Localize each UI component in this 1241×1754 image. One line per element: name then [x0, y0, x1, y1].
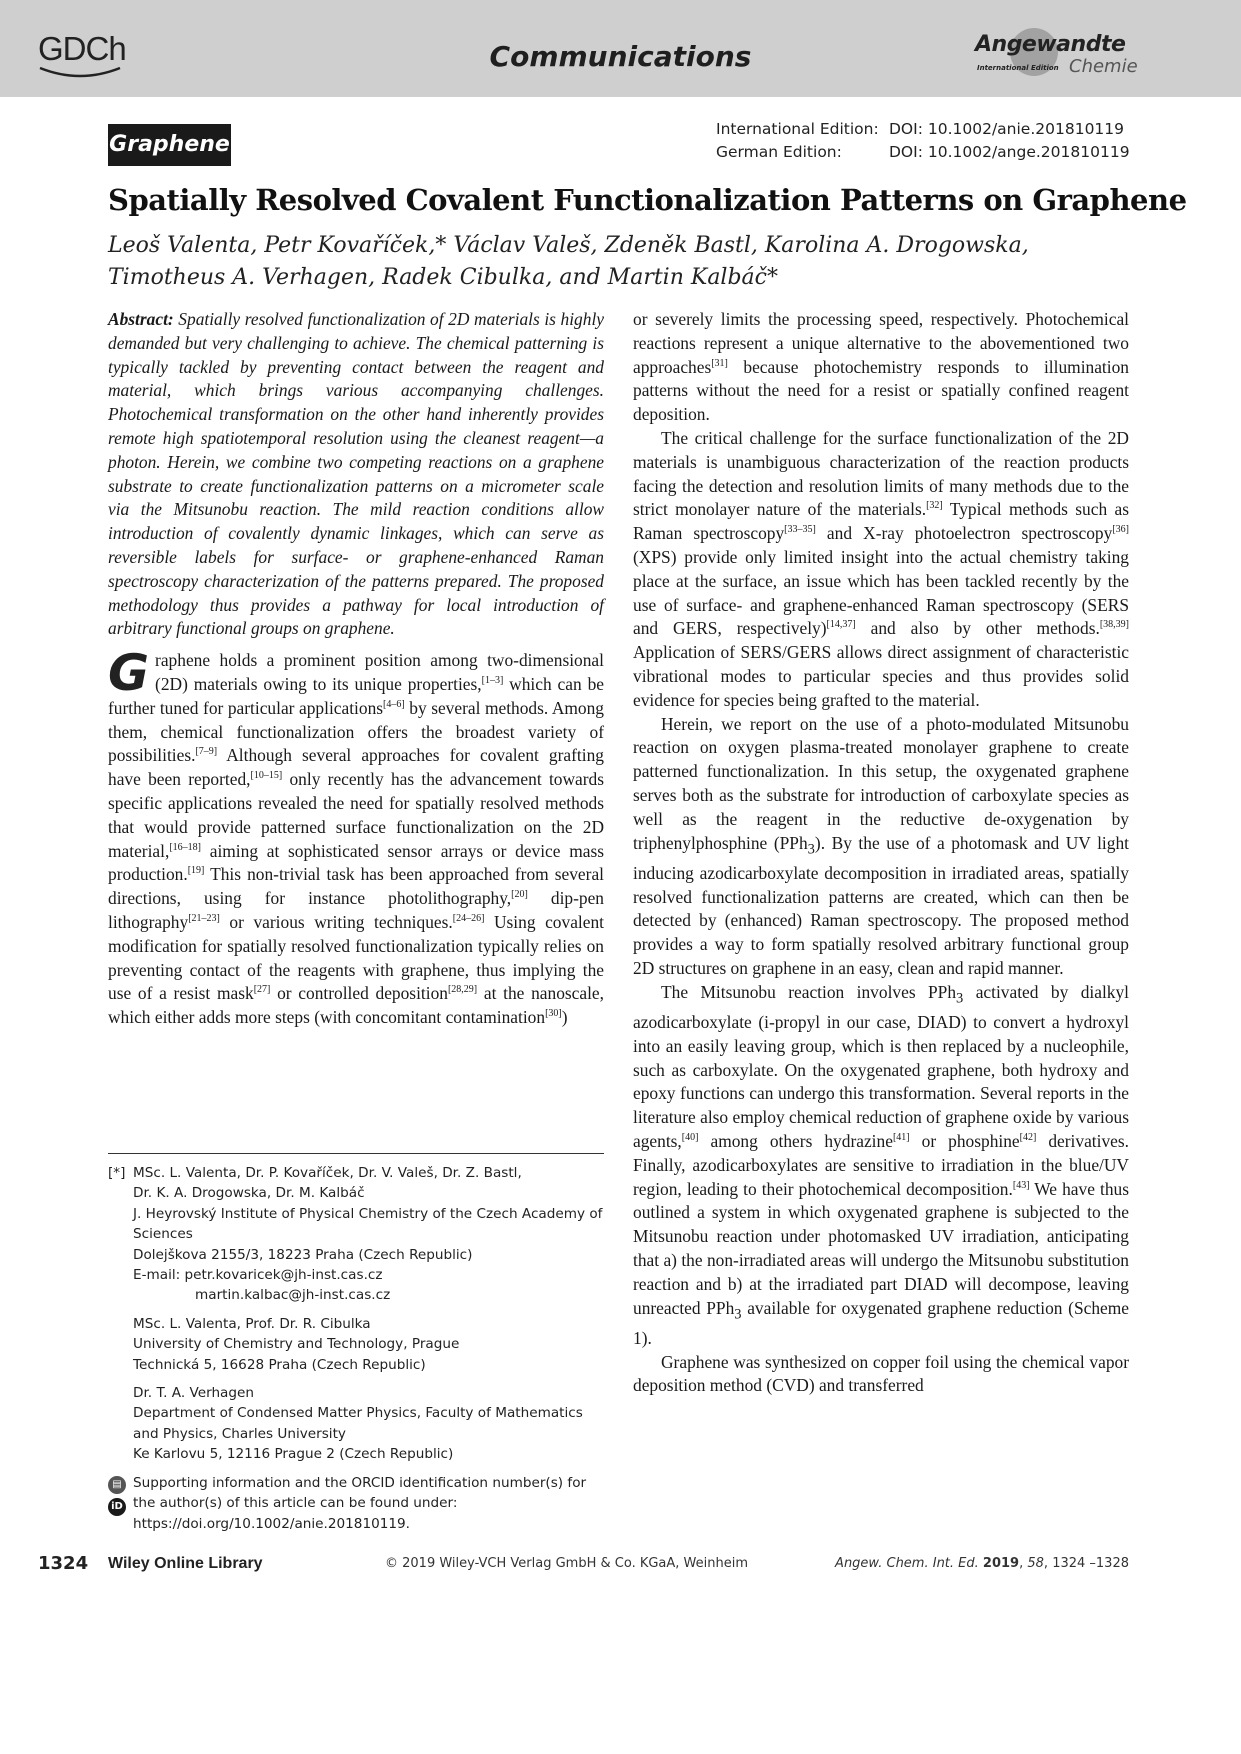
- citation-ref[interactable]: [31]: [711, 357, 728, 369]
- si-link[interactable]: https://doi.org/10.1002/anie.201810119.: [133, 1515, 411, 1532]
- citation-ref[interactable]: [41]: [892, 1132, 910, 1144]
- paragraph-text: The Mitsunobu reaction involves PPh$_3$ activated by dialkyl azodicarboxylate (i-propyl in our case, DIAD) to convert a hydroxyl into an easily leaving group, which is then replaced by a nucleophile, such as carboxylate. On the oxygenated graphene, both hydroxy and epoxy functions can undergo this transformation. Several reports in the literature also employ chemical reduction of graphene oxide by various agents,[40] among others hydrazine[41] or phosphine[42] derivatives. Finally, azodicarboxylates are sensitive to irradiation in the blue/UV region, leading to their photochemical decomposition.[43] We have thus outlined a system in which oxygenated graphene is subjected to the Mitsunobu reaction under photomasked UV irradiation, anticipating that a) the non-irradiated areas will undergo the Mitsunobu substitution reaction and b) at the irradiated part DIAD will decompose, leaving unreacted PPh$_3$ available for oxygenated graphene reduction (Scheme 1).: [633, 981, 1129, 1348]
- abstract-text: Spatially resolved functionalization of 2D materials is highly demanded but very challenging to achieve. The chemical patterning is typically tackled by preventing contact between the reagent and material, which brings various accompanying challenges. Photochemical transformation on the other hand inherently provides remote high spatiotemporal resolution using the cleanest reagent—a photon. Herein, we combine two competing reactions on a graphene substrate to create functionalization patterns on a micrometer scale via the Mitsunobu reaction. The mild reaction conditions allow introduction of covalently dynamic linkages, which can serve as reversible labels for surface- or graphene-enhanced Raman spectroscopy characterization of the patterns prepared. The proposed methodology thus provides a pathway for local introduction of arbitrary functional groups on graphene.: [108, 309, 604, 639]
- citation-ref[interactable]: [21–23]: [188, 913, 220, 925]
- author-line: Leoš Valenta, Petr Kovaříček,* Václav Valeš, Zdeněk Bastl, Karolina A. Drogowska,: [108, 233, 1029, 258]
- citation-ref[interactable]: [1–3]: [481, 675, 504, 687]
- body-paragraph: [633, 308, 1129, 427]
- intro-paragraph: [108, 644, 605, 1030]
- email-line: [133, 1265, 608, 1285]
- journal-volume: 58: [1027, 1556, 1044, 1571]
- affiliation-line: Technická 5, 16628 Praha (Czech Republic): [133, 1356, 426, 1373]
- journal-year: 2019: [982, 1556, 1020, 1571]
- journal-pages: 1324 –1328: [1052, 1556, 1129, 1571]
- citation-ref[interactable]: [28,29]: [447, 984, 478, 996]
- body-paragraph: [633, 713, 1129, 981]
- citation-ref[interactable]: [7–9]: [195, 746, 218, 758]
- paragraph-text: The critical challenge for the surface functionalization of the 2D materials is unambiguous characterization of the reaction products facing the detection and resolution limits of many methods due to the strict monolayer nature of the materials.[32] Typical methods such as Raman spectroscopy[33–35] and X-ray photoelectron spectroscopy[36] (XPS) provide only limited insight into the actual chemistry taking place at the surface, an issue which has been tackled recently by the use of surface- and graphene-enhanced Raman spectroscopy (SERS and GERS, respectively)[14,37] and also by other methods.[38,39] Application of SERS/GERS allows direct assignment of characteristic vibrational modes to particular species and thus provides solid evidence for species being grafted to the material.: [633, 427, 1129, 710]
- citation-ref[interactable]: [43]: [1012, 1179, 1030, 1191]
- si-line: the author(s) of this article can be found under:: [133, 1495, 458, 1512]
- affiliation-line: Department of Condensed Matter Physics, Faculty of Mathematics: [133, 1405, 583, 1422]
- footnote-marker: [*]: [108, 1165, 126, 1181]
- citation-ref[interactable]: [38,39]: [1099, 619, 1129, 631]
- affiliation-line: Ke Karlovu 5, 12116 Prague 2 (Czech Republic): [133, 1446, 454, 1463]
- intro-text: raphene holds a prominent position among two-dimensional (2D) materials owing to its unique properties,[1–3] which can be further tuned for particular applications[4–6] by several methods. Among them, chemical functionalization offers the broadest variety of possibilities.[7–9] Although several approaches for covalent grafting have been reported,[10–15] only recently has the advancement towards specific applications revealed the need for spatially resolved methods that would provide patterned surface functionalization on the 2D material,[16–18] aiming at sophisticated sensor arrays or device mass production.[19] This non-trivial task has been approached from several directions, using for instance photolithography,[20] dip-pen lithography[21–23] or various writing techniques.[24–26] Using covalent modification for spatially resolved functionalization typically relies on preventing contact of the reagents with graphene, thus implying the use of a resist mask[27] or controlled deposition[28,29] at the nanoscale, which either adds more steps (with concomitant contamination[30]): [108, 650, 605, 1028]
- affiliation-line: MSc. L. Valenta, Prof. Dr. R. Cibulka: [133, 1315, 371, 1332]
- affiliation-line: J. Heyrovský Institute of Physical Chemistry of the Czech Academy of: [133, 1205, 603, 1222]
- si-line: Supporting information and the ORCID identification number(s) for: [133, 1474, 587, 1491]
- subscript: 3: [956, 990, 964, 1007]
- citation-ref[interactable]: [19]: [187, 865, 205, 877]
- paragraph-text: Graphene was synthesized on copper foil using the chemical vapor deposition method (CVD) and transferred: [633, 1351, 1129, 1396]
- affiliation-block: [108, 1383, 608, 1465]
- affiliation-footnotes: [108, 1163, 608, 1534]
- citation-ref[interactable]: [32]: [926, 500, 943, 512]
- angewandte-logo: [965, 24, 1138, 80]
- gdch-logo-text: GDCh: [38, 30, 126, 67]
- drop-cap: G: [108, 644, 150, 703]
- doi-block: [716, 118, 1130, 164]
- paragraph-text: Herein, we report on the use of a photo-modulated Mitsunobu reaction on oxygen plasma-treated monolayer graphene to create patterned functionalization. In this setup, the oxygenated graphene serves both as the substrate for introduction of carboxylate species as well as the reagent in the reductive de-oxygenation by triphenylphosphine (PPh$_3$). By the use of a photomask and UV light inducing azodicarboxylate decomposition in irradiated areas, spatially resolved functionalization patterns are created, which can then be detected by (enhanced) Raman spectroscopy. The proposed method provides a way to form spatially resolved arbitrary functional group 2D structures on graphene in an easy, clean and rapid manner.: [633, 713, 1129, 978]
- citation-ref[interactable]: [24–26]: [452, 913, 485, 925]
- si-icons: [108, 1476, 126, 1520]
- body-paragraph: [633, 1351, 1129, 1399]
- citation-ref[interactable]: [16–18]: [169, 841, 201, 853]
- paragraph-text: or severely limits the processing speed, respectively. Photochemical reactions represent a unique alternative to the abovementioned two approaches[31] because photochemistry responds to illumination patterns without the need for a resist or spatially confined reagent deposition.: [633, 309, 1129, 425]
- author-line: Timotheus A. Verhagen, Radek Cibulka, and Martin Kalbáč*: [108, 265, 778, 290]
- body-paragraph: [633, 981, 1129, 1351]
- supporting-info: [108, 1473, 608, 1534]
- citation-ref[interactable]: [27]: [253, 984, 271, 996]
- subscript: 3: [807, 841, 815, 857]
- left-column: [108, 308, 604, 1030]
- affiliation-line: University of Chemistry and Technology, Prague: [133, 1336, 460, 1353]
- journal-citation: Angew. Chem. Int. Ed. 2019, 58, 1324 –1328: [835, 1556, 1129, 1571]
- doi-row-international: [716, 118, 1130, 141]
- logo-chemie: Chemie: [1069, 56, 1138, 77]
- citation-ref[interactable]: [40]: [681, 1132, 699, 1144]
- doi-label: German Edition:: [716, 143, 842, 161]
- citation-ref[interactable]: [30]: [545, 1008, 562, 1020]
- journal-header: [0, 0, 1241, 97]
- right-column: [633, 308, 1129, 1398]
- doi-label: International Edition:: [716, 120, 879, 138]
- affiliation-line: and Physics, Charles University: [133, 1425, 346, 1442]
- citation-ref[interactable]: [14,37]: [826, 619, 856, 631]
- footnote-divider: [108, 1153, 604, 1154]
- doi-value[interactable]: DOI: 10.1002/anie.201810119: [889, 120, 1125, 138]
- author-list: [108, 230, 1068, 294]
- affiliation-block: [108, 1163, 608, 1306]
- article-title: Spatially Resolved Covalent Functionalization Patterns on Graphene: [108, 183, 1187, 217]
- subscript: 3: [734, 1306, 742, 1323]
- body-paragraph: [633, 427, 1129, 713]
- affiliation-line: MSc. L. Valenta, Dr. P. Kovaříček, Dr. V. Valeš, Dr. Z. Bastl,: [133, 1165, 522, 1181]
- doi-row-german: [716, 141, 1130, 164]
- email-link[interactable]: petr.kovaricek@jh-inst.cas.cz: [184, 1267, 383, 1284]
- supporting-info-icon: ▤: [108, 1476, 126, 1494]
- affiliation-line: Dolejškova 2155/3, 18223 Praha (Czech Republic): [133, 1246, 473, 1263]
- citation-ref[interactable]: [36]: [1112, 524, 1129, 536]
- citation-ref[interactable]: [33–35]: [784, 524, 816, 536]
- citation-ref[interactable]: [4–6]: [383, 698, 405, 710]
- email-link[interactable]: martin.kalbac@jh-inst.cas.cz: [195, 1287, 391, 1304]
- citation-ref[interactable]: [10–15]: [250, 770, 283, 782]
- email-label: E-mail:: [133, 1267, 181, 1284]
- page-footer: [0, 1553, 1241, 1577]
- affiliation-line: Sciences: [133, 1226, 193, 1243]
- section-heading: Communications: [489, 40, 752, 73]
- topic-tag: Graphene: [108, 124, 231, 166]
- affiliation-line: Dr. K. A. Drogowska, Dr. M. Kalbáč: [133, 1185, 365, 1202]
- orcid-icon: iD: [108, 1498, 126, 1516]
- journal-name: Angew. Chem. Int. Ed.: [835, 1556, 979, 1571]
- abstract: [108, 308, 604, 641]
- citation-ref[interactable]: [42]: [1019, 1132, 1037, 1144]
- affiliation-block: [108, 1314, 608, 1375]
- abstract-label: Abstract:: [108, 309, 174, 329]
- logo-angewandte: Angewandte: [975, 32, 1126, 57]
- page-number: 1324: [38, 1553, 89, 1574]
- logo-edition: International Edition: [977, 64, 1059, 72]
- affiliation-line: Dr. T. A. Verhagen: [133, 1385, 254, 1402]
- wiley-online-library[interactable]: Wiley Online Library: [108, 1555, 263, 1572]
- copyright: © 2019 Wiley-VCH Verlag GmbH & Co. KGaA, Weinheim: [385, 1556, 749, 1571]
- doi-value[interactable]: DOI: 10.1002/ange.201810119: [889, 143, 1130, 161]
- citation-ref[interactable]: [20]: [511, 889, 528, 901]
